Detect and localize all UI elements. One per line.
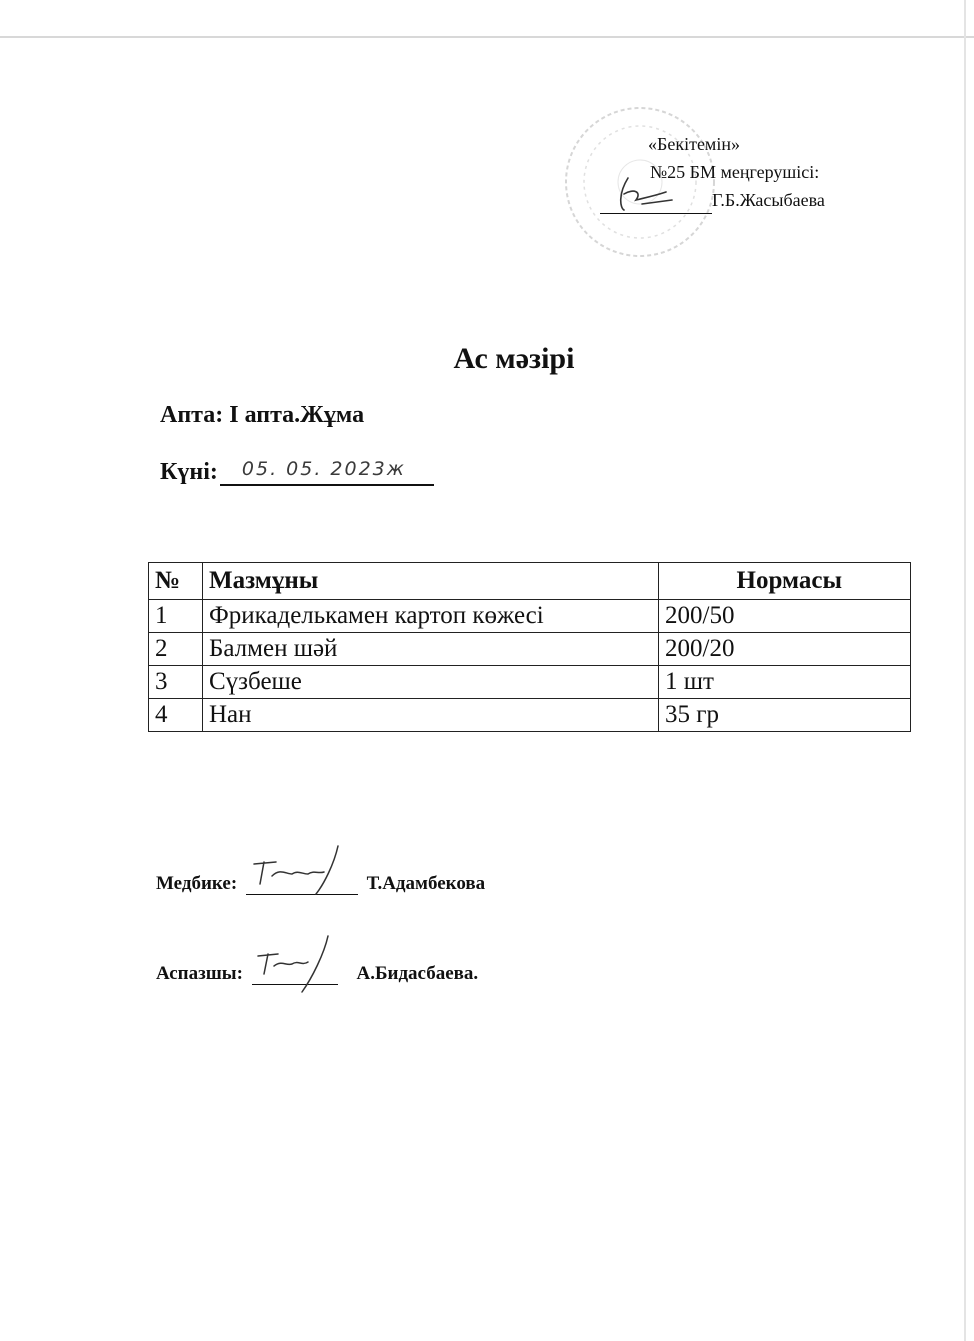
table-row xyxy=(149,600,911,633)
row-content: Балмен шәй xyxy=(203,633,659,666)
table-row xyxy=(149,633,911,666)
row-norm: 1 шт xyxy=(659,666,911,699)
table-header-row xyxy=(149,563,911,600)
header-content: Мазмұны xyxy=(203,563,659,600)
scan-edge-shadow xyxy=(964,0,966,1341)
cook-label: Аспазшы: xyxy=(156,963,243,984)
date-line xyxy=(220,456,434,486)
date-row xyxy=(160,456,434,486)
head-signature xyxy=(614,174,674,214)
row-content: Нан xyxy=(203,699,659,732)
row-norm: 200/50 xyxy=(659,600,911,633)
cook-sign-line xyxy=(252,960,338,985)
table-row xyxy=(149,699,911,732)
cook-signature-row xyxy=(156,960,478,985)
row-num: 1 xyxy=(149,600,203,633)
cook-name: А.Бидасбаева. xyxy=(356,963,479,984)
approval-block xyxy=(560,130,890,270)
row-norm: 200/20 xyxy=(659,633,911,666)
menu-table xyxy=(148,562,911,732)
table-row xyxy=(149,666,911,699)
nurse-sign-line xyxy=(246,870,358,895)
row-num: 2 xyxy=(149,633,203,666)
header-num: № xyxy=(149,563,203,600)
page-title: Ас мәзірі xyxy=(453,342,575,375)
cook-signature xyxy=(252,934,338,994)
row-norm: 35 гр xyxy=(659,699,911,732)
row-content: Сүзбеше xyxy=(203,666,659,699)
approval-name: Г.Б.Жасыбаева xyxy=(712,190,825,210)
nurse-signature-row xyxy=(156,870,485,895)
approval-position: №25 БМ меңгерушісі: xyxy=(650,162,820,182)
row-content: Фрикаделькамен картоп көжесі xyxy=(203,600,659,633)
row-num: 3 xyxy=(149,666,203,699)
date-value: 05. 05. 2023ж xyxy=(241,458,406,480)
scan-edge-line xyxy=(0,36,974,38)
date-label: Күні: xyxy=(160,459,218,485)
approval-heading: «Бекітемін» xyxy=(648,134,740,154)
nurse-label: Медбике: xyxy=(156,873,238,894)
nurse-signature xyxy=(246,844,358,896)
row-num: 4 xyxy=(149,699,203,732)
nurse-name: Т.Адамбекова xyxy=(366,873,486,894)
week-line: Апта: I апта.Жұма xyxy=(160,402,365,428)
header-norm: Нормасы xyxy=(659,563,911,600)
